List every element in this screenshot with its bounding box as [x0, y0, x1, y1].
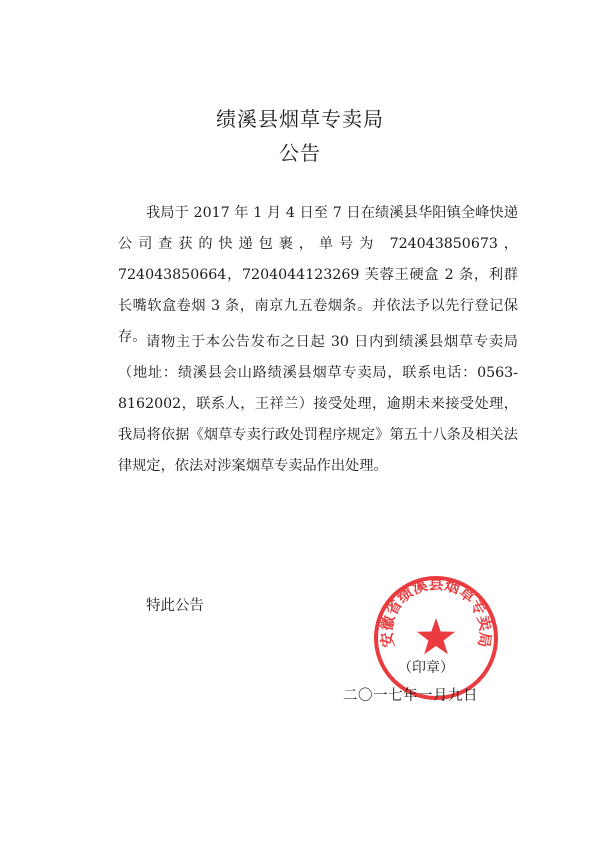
paragraph-seizure: 我局于 2017 年 1 月 4 日至 7 日在绩溪县华阳镇全峰快递公司查获的快递包裹，单号为 724043850673，724043850664，7204044123269 芙蓉王硬盒 2 条，利群长嘴软盒卷烟 3 条，南京九五卷烟条。并依法予以先行登记保存。 [118, 205, 518, 345]
issue-date: 二〇一七年一月九日 [343, 688, 478, 704]
document-type-title: 公告 [279, 141, 321, 165]
seal-arc-text: 安徽省绩溪县烟草专卖局 [377, 574, 495, 649]
seal-star-icon [417, 618, 455, 654]
seal-label: （印章） [398, 660, 454, 676]
closing-phrase: 特此公告 [146, 598, 204, 614]
paragraph-instructions: 请物主于本公告发布之日起 30 日内到绩溪县烟草专卖局（地址：绩溪县会山路绩溪县烟草专卖局，联系电话：0563-8162002，联系人，王祥兰）接受处理，逾期未来接受处理，我局将依据《烟草专卖行政处罚程序规定》第五十八条及相关法律规定，依法对涉案烟草专卖品作出处理。 [118, 334, 518, 474]
official-seal-stamp [372, 574, 500, 702]
issuer-title: 绩溪县烟草专卖局 [216, 107, 384, 131]
